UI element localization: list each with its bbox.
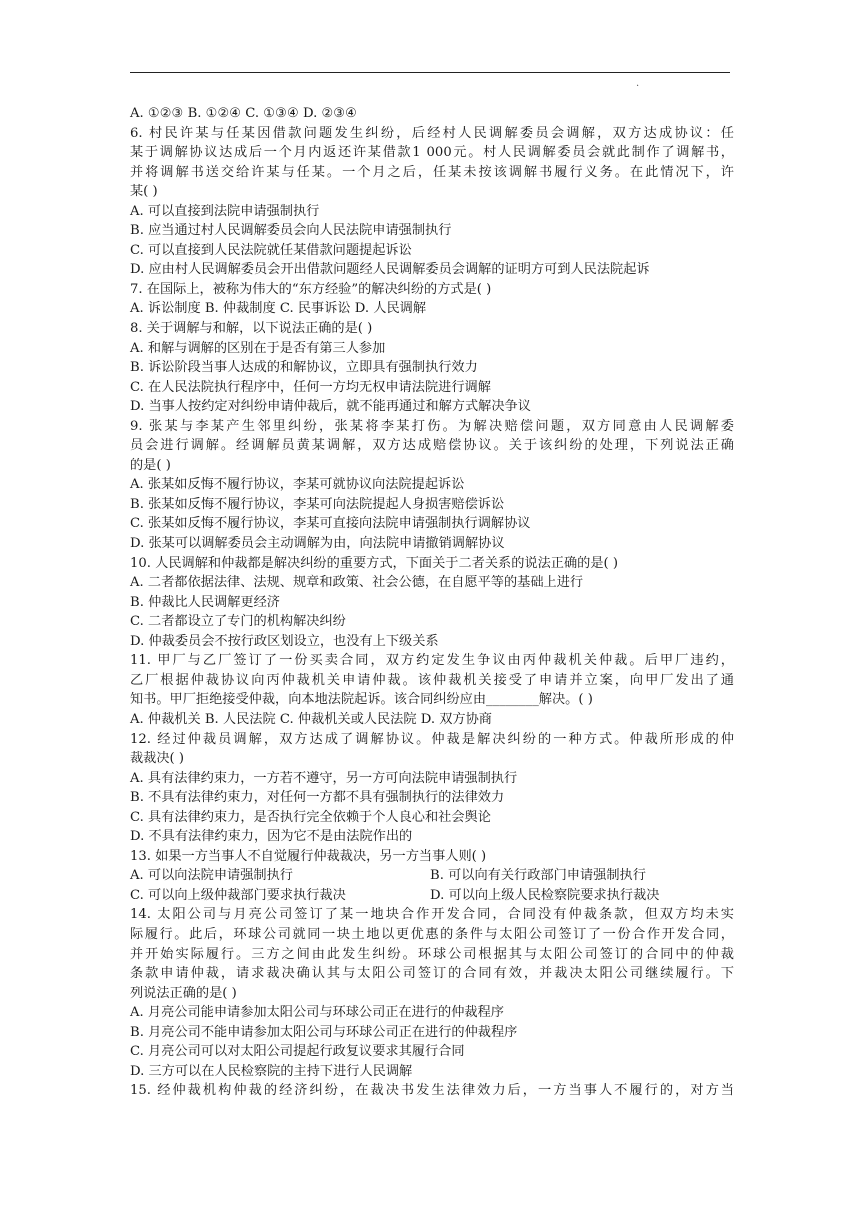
text-line: 7. 在国际上，被称为伟大的“东方经验”的解决纠纷的方式是( ) [130, 281, 492, 297]
option-text: A. 可以向法院申请强制执行 [130, 868, 293, 884]
option-text: D. 可以向上级人民检察院要求执行裁决 [430, 887, 660, 903]
text-line: A. 可以直接到法院申请强制执行 [130, 203, 320, 219]
text-line: 9. 张某与李某产生邻里纠纷，张某将李某打伤。为解决赔偿问题，双方同意由人民调解委 [130, 418, 734, 434]
text-line: C. 可以直接到人民法院就任某借款问题提起诉讼 [130, 242, 412, 258]
text-line: B. 张某如反悔不履行协议，李某可向法院提起人身损害赔偿诉讼 [130, 496, 505, 512]
header-rule [130, 72, 730, 73]
text-line: D. 张某可以调解委员会主动调解为由，向法院申请撤销调解协议 [130, 536, 505, 552]
text-line: B. 仲裁比人民调解更经济 [130, 594, 280, 610]
option-text: C. 可以向上级仲裁部门要求执行裁决 [130, 887, 346, 903]
text-line: A. 仲裁机关 B. 人民法院 C. 仲裁机关或人民法院 D. 双方协商 [130, 711, 492, 727]
text-line: 的是( ) [130, 457, 171, 473]
text-line: 员会进行调解。经调解员黄某调解，双方达成赔偿协议。关于该纠纷的处理，下列说法正确 [130, 438, 734, 454]
text-line: C. 张某如反悔不履行协议，李某可直接向法院申请强制执行调解协议 [130, 516, 531, 532]
text-line: 列说法正确的是( ) [130, 985, 237, 1001]
text-line: A. 诉讼制度 B. 仲裁制度 C. 民事诉讼 D. 人民调解 [130, 301, 427, 317]
text-line: 10. 人民调解和仲裁都是解决纠纷的重要方式，下面关于二者关系的说法正确的是( ) [130, 555, 619, 571]
text-line: 某于调解协议达成后一个月内返还许某借款1 000元。村人民调解委员会就此制作了调解书， [130, 145, 734, 161]
text-line [130, 866, 734, 886]
text-line: A. 月亮公司能申请参加太阳公司与环球公司正在进行的仲裁程序 [130, 1005, 504, 1021]
text-line: 并将调解书送交给许某与任某。一个月之后，任某未按该调解书履行义务。在此情况下，许 [130, 164, 734, 180]
text-line: 际履行。此后，环球公司就同一块土地以更优惠的条件与太阳公司签订了一份合作开发合同， [130, 926, 734, 942]
text-line: A. 和解与调解的区别在于是否有第三人参加 [130, 340, 386, 356]
text-line: 乙厂根据仲裁协议向丙仲裁机关申请仲裁。该仲裁机关接受了申请并立案，向甲厂发出了通 [130, 672, 734, 688]
text-line: 并开始实际履行。三方之间由此发生纠纷。环球公司根据其与太阳公司签订的合同中的仲裁 [130, 946, 734, 962]
option-text: B. 可以向有关行政部门申请强制执行 [430, 868, 646, 884]
text-line: 13. 如果一方当事人不自觉履行仲裁裁决，另一方当事人则( ) [130, 848, 487, 864]
question-content [130, 104, 734, 1101]
text-line: 裁裁决( ) [130, 751, 185, 767]
text-line: D. 不具有法律约束力，因为它不是由法院作出的 [130, 829, 413, 845]
text-line: C. 二者都设立了专门的机构解决纠纷 [130, 614, 346, 630]
text-line: C. 月亮公司可以对太阳公司提起行政复议要求其履行合同 [130, 1044, 465, 1060]
text-line: 6. 村民许某与任某因借款问题发生纠纷，后经村人民调解委员会调解，双方达成协议：任 [130, 125, 734, 141]
text-line [130, 886, 734, 906]
text-line: 知书。甲厂拒绝接受仲裁，向本地法院起诉。该合同纠纷应由________解决。( ) [130, 692, 593, 708]
text-line: A. 张某如反悔不履行协议，李某可就协议向法院提起诉讼 [130, 477, 465, 493]
text-line: C. 在人民法院执行程序中，任何一方均无权申请法院进行调解 [130, 379, 491, 395]
text-line: B. 月亮公司不能申请参加太阳公司与环球公司正在进行的仲裁程序 [130, 1024, 518, 1040]
text-line: D. 当事人按约定对纠纷申请仲裁后，就不能再通过和解方式解决争议 [130, 399, 531, 415]
text-line: 15. 经仲裁机构仲裁的经济纠纷，在裁决书发生法律效力后，一方当事人不履行的，对方当 [130, 1083, 734, 1099]
text-line: D. 仲裁委员会不按行政区划设立，也没有上下级关系 [130, 633, 439, 649]
text-line: B. 诉讼阶段当事人达成的和解协议，立即具有强制执行效力 [130, 360, 478, 376]
text-line: B. 不具有法律约束力，对任何一方都不具有强制执行的法律效力 [130, 790, 505, 806]
text-line: A. 二者都依据法律、法规、规章和政策、社会公德，在自愿平等的基础上进行 [130, 575, 584, 591]
text-line: D. 三方可以在人民检察院的主持下进行人民调解 [130, 1063, 413, 1079]
text-line: 某( ) [130, 184, 158, 200]
text-line: 8. 关于调解与和解，以下说法正确的是( ) [130, 321, 373, 337]
text-line: A. 具有法律约束力，一方若不遵守，另一方可向法院申请强制执行 [130, 770, 518, 786]
text-line: 11. 甲厂与乙厂签订了一份买卖合同，双方约定发生争议由丙仲裁机关仲裁。后甲厂违约， [130, 653, 734, 669]
text-line: 12. 经过仲裁员调解，双方达成了调解协议。仲裁是解决纠纷的一种方式。仲裁所形成的仲 [130, 731, 734, 747]
text-line: 条款申请仲裁，请求裁决确认其与太阳公司签订的合同有效，并裁决太阳公司继续履行。下 [130, 966, 734, 982]
text-line: C. 具有法律约束力，是否执行完全依赖于个人良心和社会舆论 [130, 809, 491, 825]
text-line: B. 应当通过村人民调解委员会向人民法院申请强制执行 [130, 223, 452, 239]
text-line: 14. 太阳公司与月亮公司签订了某一地块合作开发合同，合同没有仲裁条款，但双方均未实 [130, 907, 734, 923]
text-line: A. ①②③ B. ①②④ C. ①③④ D. ②③④ [130, 106, 357, 121]
text-line: D. 应由村人民调解委员会开出借款问题经人民调解委员会调解的证明方可到人民法院起诉 [130, 262, 650, 278]
header-mark: . [636, 78, 640, 89]
